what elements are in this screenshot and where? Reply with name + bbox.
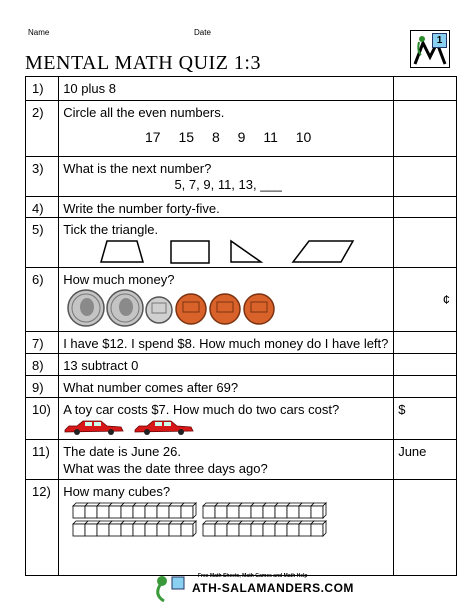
number-choice[interactable]: 17 [145,129,161,145]
question-number: 5) [32,222,44,237]
cube [181,506,193,518]
cube [121,506,133,518]
question-row [26,77,457,101]
question-number: 1) [32,81,44,96]
question-number: 7) [32,336,44,351]
cube [73,506,85,518]
cube [203,524,215,536]
cube [145,524,157,536]
question-row [26,354,457,376]
question-text: Write the number forty-five. [63,201,220,216]
cube-rod [73,503,196,518]
cube [239,524,251,536]
nickel-icon [107,290,143,326]
cents-unit: ¢ [442,292,450,307]
nickel-icon [68,290,104,326]
answer-box[interactable] [394,101,457,157]
cube [181,524,193,536]
logo-number: 1 [432,33,447,48]
question-text: 10 plus 8 [63,81,116,96]
car-images [63,418,393,436]
penny-icon [176,294,206,324]
question-number: 6) [32,272,44,287]
cube [299,506,311,518]
answer-box[interactable] [394,218,457,268]
penny-icon [244,294,274,324]
number-choice[interactable]: 15 [178,129,195,145]
question-number: 11) [32,444,50,459]
cube [169,524,181,536]
dollar-unit: $ [398,402,406,417]
question-row [26,157,457,197]
page-title: MENTAL MATH QUIZ 1:3 [25,52,261,74]
question-number: 8) [32,358,44,373]
cube [109,506,121,518]
square-shape[interactable] [171,241,209,263]
footer-tagline: Free Math Sheets, Math Games and Math Help [198,573,308,579]
cube [157,524,169,536]
answer-box[interactable] [394,268,457,332]
answer-box[interactable] [394,332,457,354]
question-row [26,218,457,268]
shape-choices [63,238,393,266]
coin-images [63,288,393,328]
date-label: Date [194,28,211,37]
trapezoid-shape[interactable] [101,241,143,262]
cube [145,506,157,518]
cube-rod [203,521,326,536]
answer-box[interactable] [394,197,457,218]
question-text: Tick the triangle. [63,222,159,237]
cube [157,506,169,518]
question-row [26,197,457,218]
number-choice[interactable]: 8 [211,129,220,145]
answer-box[interactable] [394,354,457,376]
question-text: I have $12. I spend $8. How much money do I have left? [63,336,389,351]
month-prefix: June [398,444,427,459]
cube [169,506,181,518]
question-row [26,101,457,157]
question-number: 4) [32,201,44,216]
question-text: Circle all the even numbers. [63,105,225,120]
question-text: 13 subtract 0 [63,358,139,373]
cube [85,524,97,536]
question-text: How much money? [63,272,175,287]
question-text: A toy car costs $7. How much do two cars cost? [63,402,340,417]
cube [73,524,85,536]
cube [275,506,287,518]
question-row [26,332,457,354]
salamander-mascot-icon [150,573,190,603]
cube [109,524,121,536]
answer-box[interactable] [394,376,457,398]
answer-box[interactable] [394,480,457,576]
question-number: 2) [32,105,44,120]
car-icon [65,421,123,435]
number-sequence: 5, 7, 9, 11, 13, ___ [174,177,282,192]
cube-rod [203,503,326,518]
cube [121,524,133,536]
cube [311,524,323,536]
answer-box[interactable] [394,440,457,480]
footer-branding [150,573,354,603]
triangle-shape[interactable] [231,241,261,262]
footer-site[interactable]: ATH-SALAMANDERS.COM [192,581,354,595]
cube [85,506,97,518]
number-choice[interactable]: 10 [295,129,312,145]
quiz-table [25,76,457,576]
name-label: Name [28,28,50,37]
question-row [26,398,457,440]
cube [203,506,215,518]
cube [287,506,299,518]
cube [311,506,323,518]
cube [227,524,239,536]
question-text: The date is June 26. [63,444,181,459]
question-text: What is the next number? [63,161,212,176]
cube [133,506,145,518]
cube [263,524,275,536]
cube [251,524,263,536]
cube-rod [73,521,196,536]
question-text: How many cubes? [63,484,171,499]
cube [97,506,109,518]
answer-box[interactable] [394,77,457,101]
question-number: 3) [32,161,44,176]
salamander-logo [410,30,450,68]
cube [97,524,109,536]
cube [133,524,145,536]
question-number: 9) [32,380,44,395]
cube [227,506,239,518]
number-choice[interactable]: 9 [237,129,246,145]
car-icon [135,421,193,435]
question-text: What number comes after 69? [63,380,239,395]
cube [263,506,275,518]
question-row [26,376,457,398]
penny-icon [210,294,240,324]
even-number-choices [63,129,393,145]
number-choice[interactable]: 11 [263,129,278,145]
question-row [26,440,457,480]
question-text-line2: What was the date three days ago? [63,461,268,476]
question-number: 12) [32,484,51,499]
parallelogram-shape[interactable] [293,241,353,262]
cube-rods [63,500,393,544]
cube [215,524,227,536]
question-number: 10) [32,402,51,417]
answer-box[interactable] [394,398,457,440]
cube [215,506,227,518]
question-row [26,480,457,576]
cube [287,524,299,536]
cube [299,524,311,536]
cube [275,524,287,536]
cube [251,506,263,518]
answer-box[interactable] [394,157,457,197]
question-row [26,268,457,332]
dime-icon [146,297,172,323]
cube [239,506,251,518]
